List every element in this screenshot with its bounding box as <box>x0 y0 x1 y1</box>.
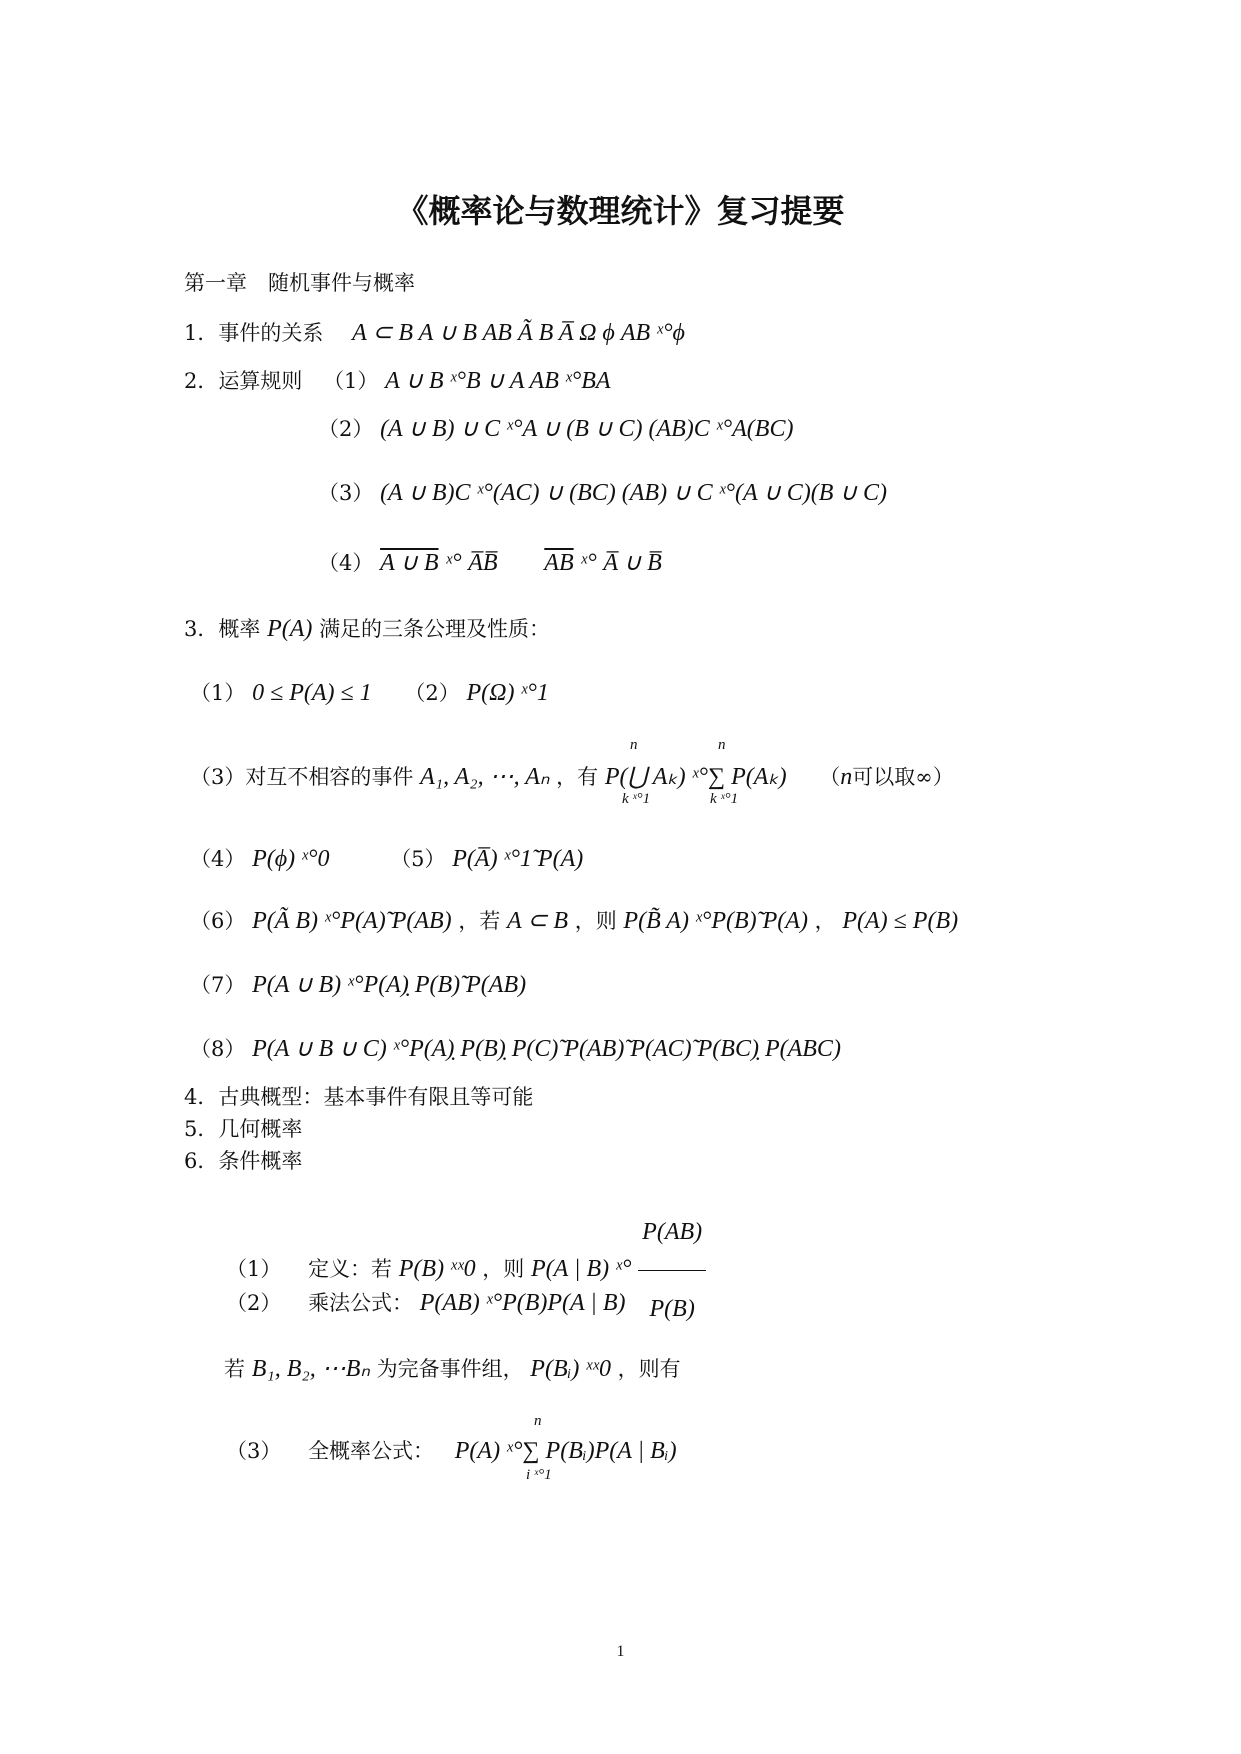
page-number: 1 <box>616 1643 625 1660</box>
rule-4-union-complement: A ∪ B <box>380 550 439 576</box>
axiom-3-text: （3）对互不相容的事件 <box>190 765 414 789</box>
multiplication-formula-expr: P(AB) ˣ°P(B)P(A | B) <box>419 1290 626 1316</box>
item-3-probability-axioms <box>184 614 550 644</box>
rule-4-product-complement: $\overline{AB}$ <box>544 550 574 576</box>
rule-2-index: （2） <box>318 417 374 441</box>
property-6-difference: P(Ã B) ˣ°P(A)̃ P(AB) <box>252 908 452 934</box>
rule-2-formula: (A ∪ B) ∪ C ˣ°A ∪ (B ∪ C) (AB)C ˣ°A(BC) <box>380 416 794 442</box>
property-5-formula: P(A̅) ˣ°1̃ P(A) <box>452 846 584 872</box>
definition-condition: P(B) ˣˣ0 <box>398 1256 476 1282</box>
property-6-subset: A ⊂ B <box>507 908 569 934</box>
item-1-formula: A ⊂ B A ∪ B AB Ã B A̅ Ω ϕ AB ˣ°ϕ <box>352 320 685 346</box>
total-sum-lower-limit: i ˣ°1 <box>526 1467 552 1483</box>
conditional-definition <box>226 1196 706 1345</box>
item-1-label: 1．事件的关系 <box>184 321 324 345</box>
property-5-index: （5） <box>390 847 446 871</box>
multiplication-formula <box>226 1288 626 1318</box>
axiom-3-events: A₁, A₂, ⋯, Aₙ <box>420 764 550 790</box>
item-3-pa: P(A) <box>267 616 313 642</box>
property-8-index: （8） <box>190 1037 246 1061</box>
rule-4-equals-2: ˣ° <box>580 550 597 576</box>
property-6-monotonicity: P(A) ≤ P(B) <box>842 908 959 934</box>
definition-text: 定义：若 <box>308 1257 393 1281</box>
item-5-geometric-probability: 5．几何概率 <box>184 1117 303 1141</box>
axiom-3-additivity: P(⋃ Aₖ) ˣ°∑ P(Aₖ) <box>604 764 787 790</box>
multiplication-index: （2） <box>226 1291 282 1315</box>
property-6-if: ，若 <box>458 909 501 933</box>
complete-positive: P(Bᵢ) ˣˣ0 <box>530 1356 611 1382</box>
total-sum-upper-limit: n <box>534 1413 542 1429</box>
rule-3-index: （3） <box>318 481 374 505</box>
property-7 <box>190 970 526 1000</box>
complete-events: B₁, B₂, ⋯Bₙ <box>251 1356 370 1382</box>
sum-upper-limit: n <box>718 737 726 753</box>
total-probability-expr: P(A) ˣ°∑ P(Bᵢ)P(A | Bᵢ) <box>454 1438 677 1464</box>
rule-4-equals-1: ˣ° <box>445 550 462 576</box>
definition-fraction <box>638 1196 706 1345</box>
property-8-formula: P(A ∪ B ∪ C) ˣ°P(A)̣ P(B)̣ P(C)̃ P(AB)̃ P(AC)̃ P(BC)̣ P(ABC) <box>252 1036 841 1062</box>
rule-1-formula: A ∪ B ˣ°B ∪ A AB ˣ°BA <box>385 368 611 394</box>
property-6 <box>190 906 958 936</box>
item-4-classical-model: 4．古典概型：基本事件有限且等可能 <box>184 1085 534 1109</box>
axiom-3-note-n: n <box>840 764 853 790</box>
definition-then: ，则 <box>482 1257 525 1281</box>
property-7-formula: P(A ∪ B) ˣ°P(A)̣ P(B)̃ P(AB) <box>252 972 527 998</box>
property-8 <box>190 1034 841 1064</box>
rule-4-intersection-of-complements: A̅B̅ <box>468 550 498 576</box>
page-title: 《概率论与数理统计》复习提要 <box>396 192 845 230</box>
multiplication-text: 乘法公式： <box>308 1291 414 1315</box>
union-upper-limit: n <box>630 737 638 753</box>
property-6-then: ，则 <box>574 909 617 933</box>
axiom-1-index: （1） <box>190 681 246 705</box>
property-4-5 <box>190 844 583 874</box>
item-6-conditional-probability: 6．条件概率 <box>184 1149 303 1173</box>
axiom-2-index: （2） <box>404 681 460 705</box>
property-4-index: （4） <box>190 847 246 871</box>
item-3-label-tail: 满足的三条公理及性质： <box>319 617 551 641</box>
item-2-label: 2．运算规则 <box>184 369 303 393</box>
complete-event-group <box>224 1354 681 1384</box>
chapter-heading: 第一章 随机事件与概率 <box>184 271 415 295</box>
complete-text: 为完备事件组， <box>376 1357 524 1381</box>
definition-lhs: P(A | B) ˣ° <box>530 1256 632 1282</box>
property-6-subset-difference: P(B̃ A) ˣ°P(B)̃ P(A) <box>623 908 808 934</box>
complete-then: ，则有 <box>617 1357 681 1381</box>
rule-4-index: （4） <box>318 551 374 575</box>
fraction-denominator: P(B) <box>649 1296 695 1322</box>
union-lower-limit: k ˣ°1 <box>622 791 651 807</box>
rule-4-union-of-complements: A̅ ∪ B̅ <box>603 550 662 576</box>
axiom-3-note-open: （ <box>819 765 841 789</box>
property-6-index: （6） <box>190 909 246 933</box>
total-probability-formula <box>226 1436 677 1466</box>
property-4-formula: P(ϕ) ˣ°0 <box>252 846 330 872</box>
property-7-index: （7） <box>190 973 246 997</box>
axiom-1-formula: 0 ≤ P(A) ≤ 1 <box>252 680 372 706</box>
axiom-3-note-text: 可以取∞） <box>852 765 954 789</box>
axiom-1-2 <box>190 678 549 708</box>
rule-2 <box>318 414 793 444</box>
axiom-2-formula: P(Ω) ˣ°1 <box>466 680 549 706</box>
fraction-numerator: P(AB) <box>638 1196 706 1271</box>
complete-if: 若 <box>224 1357 245 1381</box>
definition-index: （1） <box>226 1257 282 1281</box>
item-2-operation-rules <box>184 366 611 396</box>
total-probability-index: （3） <box>226 1439 282 1463</box>
item-3-label: 3．概率 <box>184 617 261 641</box>
rule-1-index: （1） <box>323 369 379 393</box>
rule-3 <box>318 478 887 508</box>
item-1-event-relations <box>184 318 685 348</box>
rule-3-formula: (A ∪ B)C ˣ°(AC) ∪ (BC) (AB) ∪ C ˣ°(A ∪ C)(B ∪ C) <box>380 480 888 506</box>
property-6-comma: ， <box>814 909 836 933</box>
rule-4 <box>318 548 662 578</box>
axiom-3 <box>190 762 954 792</box>
total-probability-text: 全概率公式： <box>308 1439 435 1463</box>
sum-lower-limit: k ˣ°1 <box>710 791 739 807</box>
axiom-3-have: ，有 <box>556 765 599 789</box>
